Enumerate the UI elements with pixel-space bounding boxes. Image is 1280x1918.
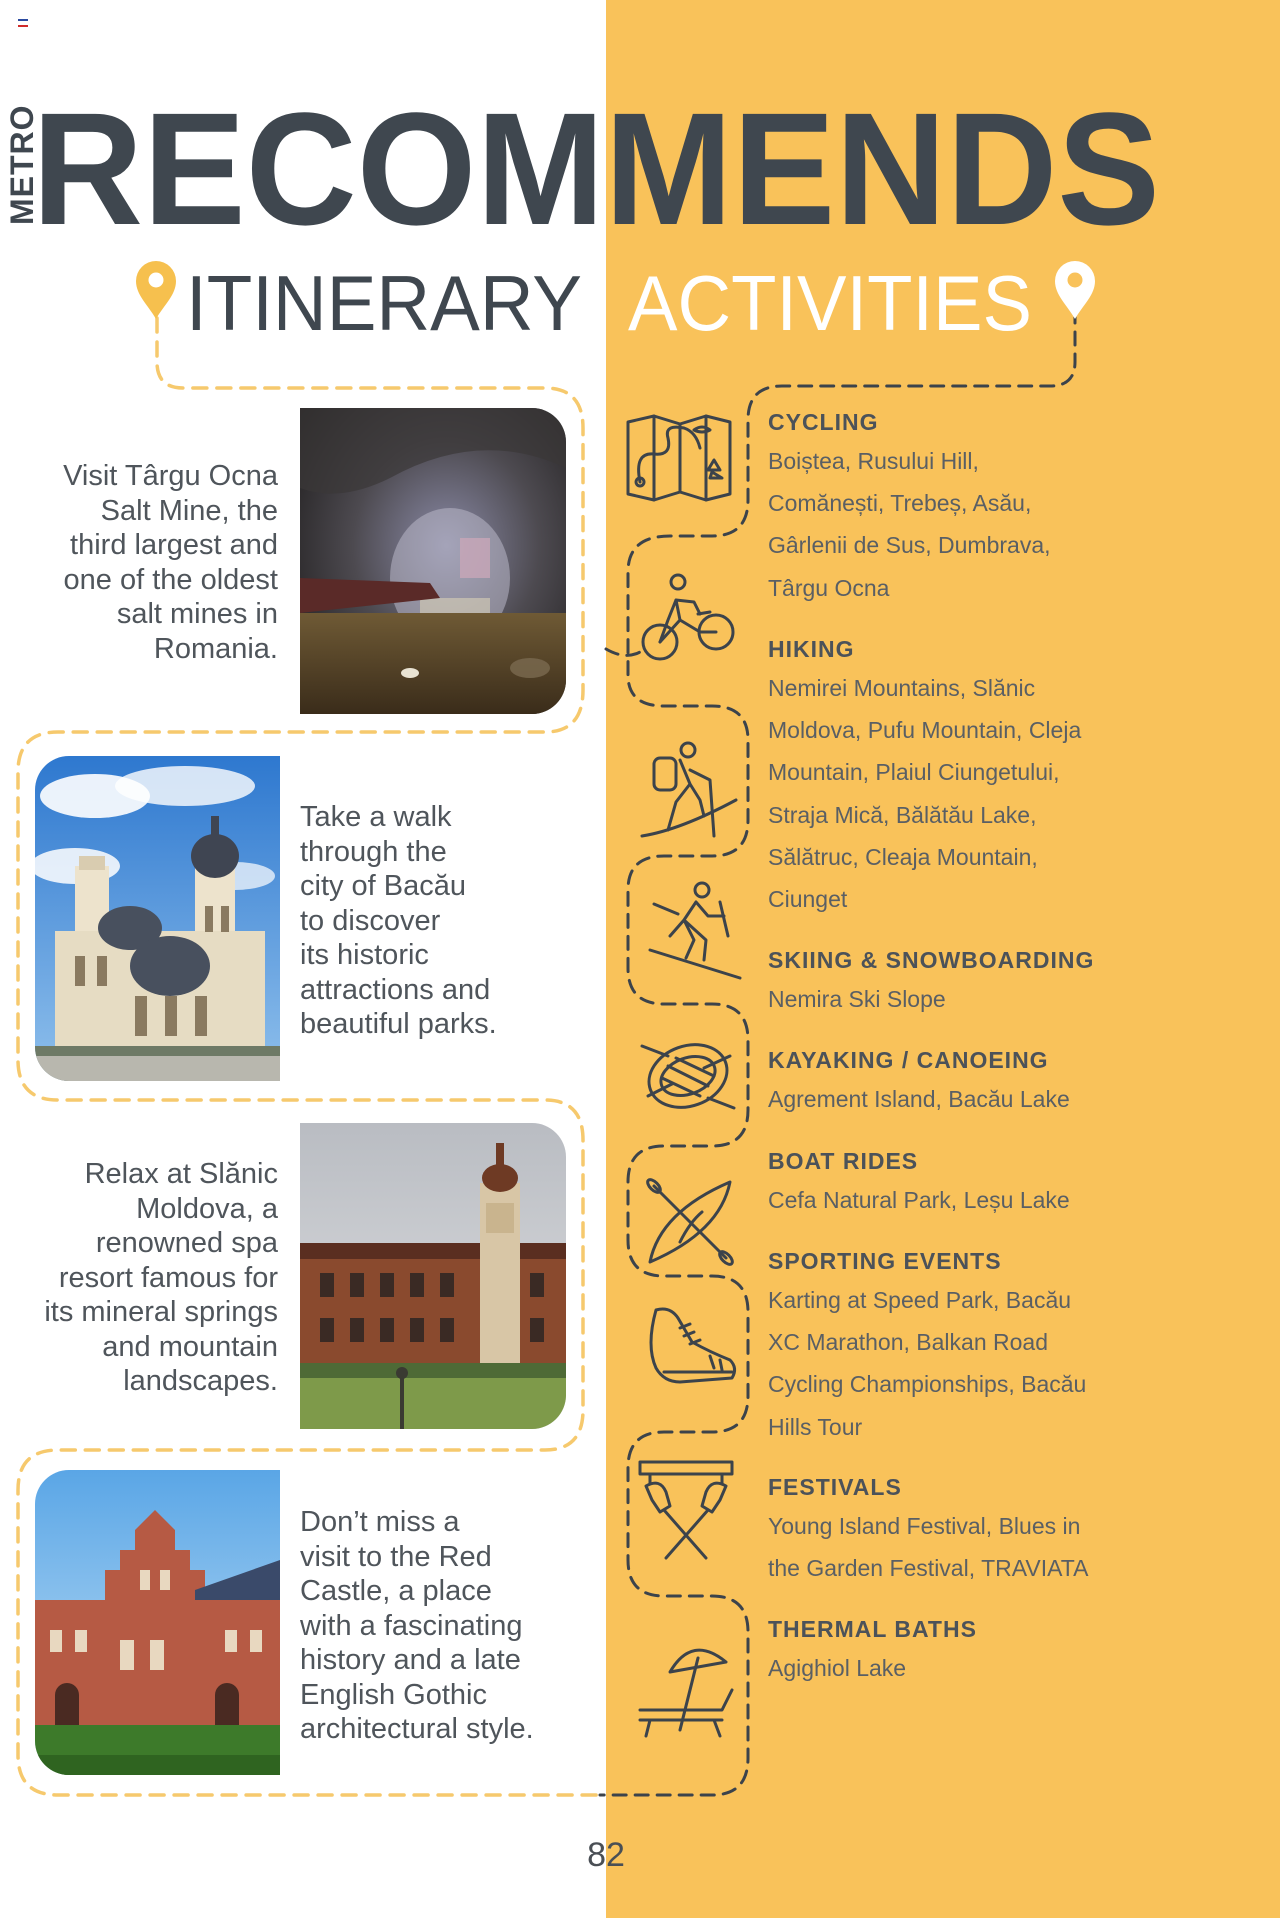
activity-title: FESTIVALS xyxy=(768,1474,902,1500)
skier-icon xyxy=(644,880,744,980)
activity-location-line: Boiștea, Rusului Hill, xyxy=(768,448,979,474)
activity-location-line: Karting at Speed Park, Bacău xyxy=(768,1287,1072,1313)
activity-title: KAYAKING / CANOEING xyxy=(768,1047,1049,1073)
itinerary-text-bacau: Take a walk through the city of Bacău to discover its historic attractions and beautiful parks. xyxy=(300,801,497,1040)
activity-location-line: Agrement Island, Bacău Lake xyxy=(768,1086,1070,1112)
location-pin-icon xyxy=(1055,261,1095,319)
activity-location-line: Nemirei Mountains, Slănic xyxy=(768,675,1036,701)
salt-mine-photo xyxy=(300,408,566,714)
activity-location-line: the Garden Festival, TRAVIATA xyxy=(768,1555,1089,1582)
activity-location-line: Hills Tour xyxy=(768,1413,863,1440)
activity-location-line: Agighiol Lake xyxy=(768,1655,907,1681)
hiker-icon xyxy=(640,740,740,840)
running-shoe-icon xyxy=(640,1302,740,1392)
activity-location-line: Comănești, Trebeș, Asău, xyxy=(768,490,1032,517)
recommends-title: RECOMMENDS xyxy=(32,79,1160,258)
activity-location-line: Târgu Ocna xyxy=(768,574,890,601)
activity-thermal-baths xyxy=(768,1613,977,1689)
activity-location-line: XC Marathon, Balkan Road xyxy=(768,1329,1048,1356)
activity-festivals xyxy=(768,1471,1088,1589)
activity-location-line: Mountain, Plaiul Ciungetului, xyxy=(768,759,1060,786)
activity-boat-rides xyxy=(768,1145,1070,1221)
activity-title: SPORTING EVENTS xyxy=(768,1248,1002,1274)
activity-skiing xyxy=(768,944,1094,1020)
activity-title: THERMAL BATHS xyxy=(768,1616,977,1642)
location-pin-icon xyxy=(136,261,176,319)
title-graphic xyxy=(0,0,1280,360)
activity-location-line: Nemira Ski Slope xyxy=(768,986,946,1012)
activity-cycling xyxy=(768,406,1051,609)
activity-location-line: Straja Mică, Bălătău Lake, xyxy=(768,801,1037,828)
kayak-icon xyxy=(640,1172,740,1272)
itinerary-text-salt-mine: Visit Târgu Ocna Salt Mine, the third largest and one of the oldest salt mines in Romania. xyxy=(63,460,278,665)
activity-location-line: Gârlenii de Sus, Dumbrava, xyxy=(768,532,1051,559)
bacau-cathedral-photo xyxy=(35,756,280,1081)
activity-sporting-events xyxy=(768,1245,1086,1448)
activity-title: HIKING xyxy=(768,636,855,662)
festival-hands-icon xyxy=(636,1458,736,1562)
activity-location-line: Sălătruc, Cleaja Mountain, xyxy=(768,843,1038,870)
activity-title: BOAT RIDES xyxy=(768,1148,919,1174)
activity-location-line: Moldova, Pufu Mountain, Cleja xyxy=(768,717,1082,744)
itinerary-text-red-castle: Don’t miss a visit to the Red Castle, a place with a fascinating history and a late English Gothic architectural style. xyxy=(300,1506,534,1745)
raft-icon xyxy=(638,1026,738,1126)
red-castle-photo xyxy=(35,1470,280,1775)
activity-location-line: Ciunget xyxy=(768,886,848,913)
map-icon xyxy=(624,412,734,502)
metro-brand-label: METRO xyxy=(4,104,40,225)
slanic-moldova-photo xyxy=(300,1123,566,1429)
cyclist-icon xyxy=(638,572,738,672)
itinerary-heading: ITINERARY xyxy=(186,259,582,347)
activity-title: CYCLING xyxy=(768,409,879,435)
activities-heading: ACTIVITIES xyxy=(628,259,1032,347)
activity-kayaking xyxy=(768,1044,1070,1120)
activity-hiking xyxy=(768,633,1081,920)
beach-chair-icon xyxy=(636,1640,740,1740)
itinerary-text-slanic-moldova: Relax at Slănic Moldova, a renowned spa resort famous for its mineral springs and mountain landscapes. xyxy=(44,1158,278,1397)
activity-location-line: Cefa Natural Park, Leșu Lake xyxy=(768,1187,1070,1213)
activity-location-line: Cycling Championships, Bacău xyxy=(768,1371,1087,1398)
activity-title: SKIING & SNOWBOARDING xyxy=(768,947,1095,973)
activity-location-line: Young Island Festival, Blues in xyxy=(768,1513,1081,1539)
page-number: 82 xyxy=(587,1836,625,1874)
